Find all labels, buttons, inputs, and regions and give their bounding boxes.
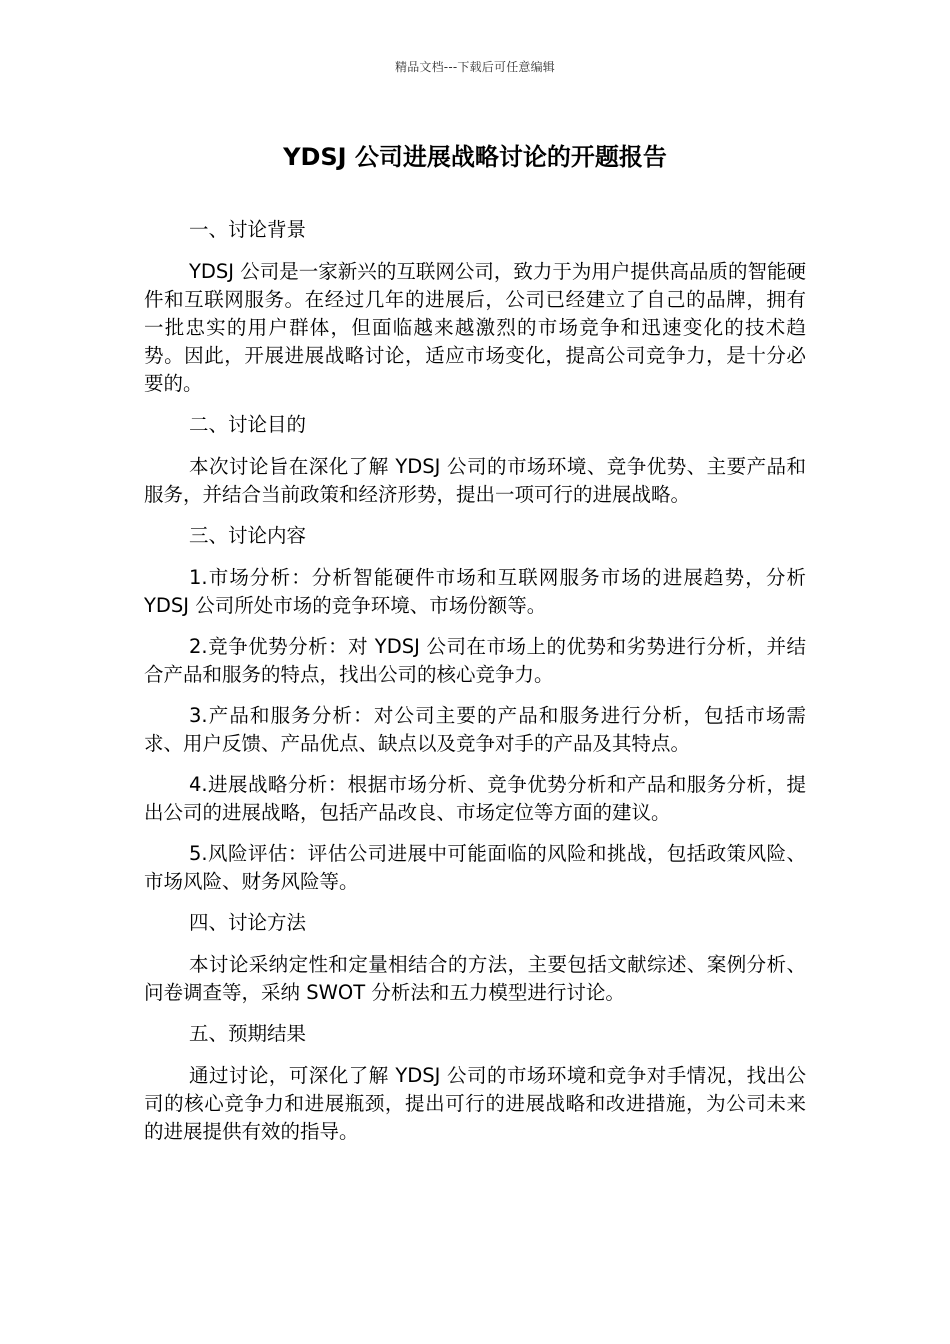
section-heading-purpose: 二、讨论目的 [189,413,307,436]
paragraph-strategy-analysis: 4.进展战略分析：根据市场分析、竞争优势分析和产品和服务分析，提出公司的进展战略，包括产品改良、市场定位等方面的建议。 [144,773,806,824]
paragraph-market-analysis: 1.市场分析：分析智能硬件市场和互联网服务市场的进展趋势，分析 YDSJ 公司所处市场的竞争环境、市场份额等。 [144,566,806,617]
document-body [144,216,806,1159]
document-title: YDSJ 公司进展战略讨论的开题报告 [283,143,667,171]
paragraph-method: 本讨论采纳定性和定量相结合的方法，主要包括文献综述、案例分析、问卷调查等，采纳 SWOT 分析法和五力模型进行讨论。 [144,953,806,1004]
section-heading-background: 一、讨论背景 [189,218,307,241]
section-heading-method: 四、讨论方法 [189,911,307,934]
paragraph-purpose: 本次讨论旨在深化了解 YDSJ 公司的市场环境、竞争优势、主要产品和服务，并结合当前政策和经济形势，提出一项可行的进展战略。 [144,455,806,506]
paragraph-background: YDSJ 公司是一家新兴的互联网公司，致力于为用户提供高品质的智能硬件和互联网服务。在经过几年的进展后，公司已经建立了自己的品牌，拥有一批忠实的用户群体，但面临越来越激烈的市场竞争和迅速变化的技术趋势。因此，开展进展战略讨论，适应市场变化，提高公司竞争力，是十分必要的。 [144,260,806,395]
paragraph-expected-results: 通过讨论，可深化了解 YDSJ 公司的市场环境和竞争对手情况，找出公司的核心竞争力和进展瓶颈，提出可行的进展战略和改进措施，为公司未来的进展提供有效的指导。 [144,1064,806,1143]
paragraph-competitive-analysis: 2.竞争优势分析：对 YDSJ 公司在市场上的优势和劣势进行分析，并结合产品和服务的特点，找出公司的核心竞争力。 [144,635,806,686]
section-heading-expected-results: 五、预期结果 [189,1022,307,1045]
section-heading-content: 三、讨论内容 [189,524,307,547]
paragraph-product-analysis: 3.产品和服务分析：对公司主要的产品和服务进行分析，包括市场需求、用户反馈、产品优点、缺点以及竞争对手的产品及其特点。 [144,704,806,755]
header-note: 精品文档---下载后可任意编辑 [395,60,555,74]
paragraph-risk-assessment: 5.风险评估：评估公司进展中可能面临的风险和挑战，包括政策风险、市场风险、财务风险等。 [144,842,806,893]
